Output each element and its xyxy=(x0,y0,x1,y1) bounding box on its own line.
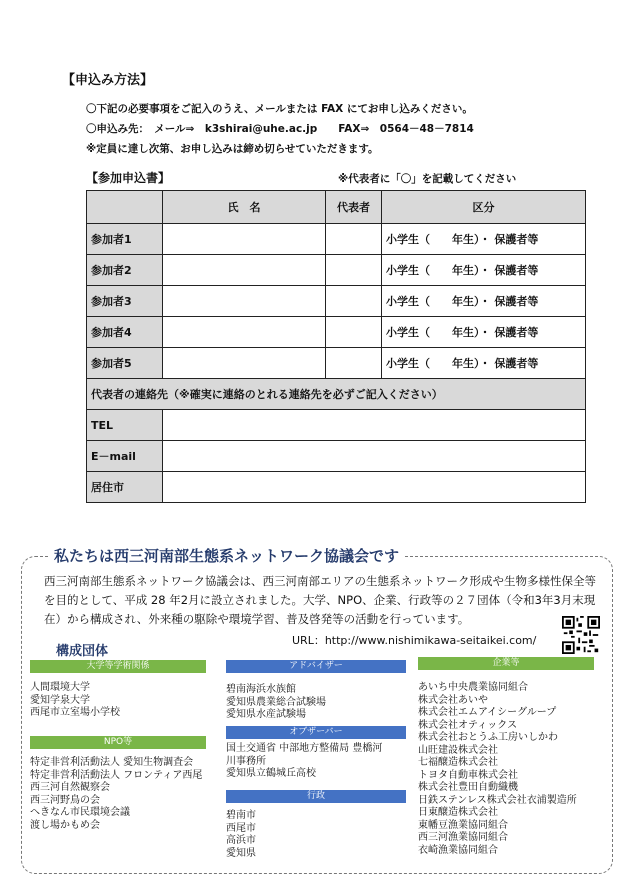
participant-label: 参加者5 xyxy=(87,348,163,379)
company-label: 企業等 xyxy=(418,657,594,670)
participant-label: 参加者4 xyxy=(87,317,163,348)
list-item: 愛知県 xyxy=(226,847,256,859)
contact-heading: 代表者の連絡先（※確実に連絡のとれる連絡先を必ずご記入ください） xyxy=(87,379,586,410)
list-item: 株式会社おとうふ工房いしかわ xyxy=(418,732,558,743)
list-item: 株式会社豊田自動織機 xyxy=(418,782,518,793)
list-item: 碧南市 xyxy=(226,810,256,821)
participant-rep-field[interactable] xyxy=(326,224,382,255)
network-title: 私たちは西三河南部生態系ネットワーク協議会です xyxy=(48,545,405,566)
npo-list xyxy=(30,757,202,832)
list-item: 西三河野鳥の会 xyxy=(30,794,100,806)
tel-field[interactable] xyxy=(163,410,586,441)
government-list xyxy=(226,810,256,860)
company-list xyxy=(418,682,577,857)
participant-label: 参加者2 xyxy=(87,255,163,286)
address-row xyxy=(87,472,586,503)
tel-row xyxy=(87,410,586,441)
participant-label: 参加者3 xyxy=(87,286,163,317)
list-item: 衣崎漁業協同組合 xyxy=(418,844,498,856)
method-line-1: 〇下記の必要事項をご記入のうえ、メールまたは FAX にてお申し込みください。 xyxy=(86,103,473,115)
list-item: 七福醸造株式会社 xyxy=(418,757,498,768)
list-item: へきなん市民環境会議 xyxy=(30,807,130,818)
list-item: 愛知県水産試験場 xyxy=(226,709,306,720)
list-item: 西三河漁業協同組合 xyxy=(418,832,508,843)
network-url[interactable]: URL：http://www.nishimikawa-seitaikei.com/ xyxy=(292,634,537,647)
observer-label: オブザーバー xyxy=(226,726,406,739)
participant-category[interactable]: 小学生（ 年生）・ 保護者等 xyxy=(382,224,586,255)
address-label: 居住市 xyxy=(87,472,163,503)
method-heading: 【申込み方法】 xyxy=(62,73,154,88)
header-representative: 代表者 xyxy=(326,191,382,224)
list-item: 特定非営利活動法人 愛知生物調査会 xyxy=(30,757,194,768)
participant-name-field[interactable] xyxy=(163,348,326,379)
list-item: 愛知学泉大学 xyxy=(30,694,90,706)
email-row xyxy=(87,441,586,472)
list-item: 愛知県農業総合試験場 xyxy=(226,696,326,708)
participant-rep-field[interactable] xyxy=(326,317,382,348)
header-category: 区分 xyxy=(382,191,586,224)
form-note: ※代表者に「〇」を記載してください xyxy=(338,173,517,185)
npo-label: NPO等 xyxy=(30,736,206,749)
list-item: 西尾市立室場小学校 xyxy=(30,707,120,718)
qr-code-icon xyxy=(562,616,600,654)
participant-label: 参加者1 xyxy=(87,224,163,255)
participant-name-field[interactable] xyxy=(163,255,326,286)
list-item: 株式会社あいや xyxy=(418,694,488,706)
observer-list xyxy=(226,743,382,781)
contact-heading-row xyxy=(87,379,586,410)
university-label: 大学等学術関係 xyxy=(30,660,206,673)
org-heading: 構成団体 xyxy=(56,644,109,659)
network-intro: 西三河南部生態系ネットワーク協議会は、西三河南部エリアの生態系ネットワーク形成や生物多様性保全等を目的として、平成 28 年2月に設立されました。大学、NPO、企業、行政等の２７団体（令和3年3月末現在）から構成され、外来種の駆除や環境学習、普及啓発等の活動を行っています。 xyxy=(44,574,596,626)
email-label: E－mail xyxy=(87,441,163,472)
participant-rep-field[interactable] xyxy=(326,286,382,317)
table-row xyxy=(87,317,586,348)
participant-category[interactable]: 小学生（ 年生）・ 保護者等 xyxy=(382,286,586,317)
list-item: 高浜市 xyxy=(226,835,256,846)
participant-name-field[interactable] xyxy=(163,224,326,255)
address-field[interactable] xyxy=(163,472,586,503)
list-item: 日鉄ステンレス株式会社衣浦製造所 xyxy=(418,794,577,806)
table-row xyxy=(87,255,586,286)
list-item: 国土交通省 中部地方整備局 豊橋河 xyxy=(226,743,383,754)
header-blank xyxy=(87,191,163,224)
list-item: 日東醸造株式会社 xyxy=(418,807,498,818)
tel-label: TEL xyxy=(87,410,163,441)
list-item: 株式会社エムアイシーグループ xyxy=(418,707,557,718)
participant-category[interactable]: 小学生（ 年生）・ 保護者等 xyxy=(382,255,586,286)
list-item: あいち中央農業協同組合 xyxy=(418,682,528,693)
table-header-row xyxy=(87,191,586,224)
list-item: トヨタ自動車株式会社 xyxy=(418,769,518,781)
participant-name-field[interactable] xyxy=(163,286,326,317)
method-line-2: 〇申込み先： メール⇒ k3shirai@uhe.ac.jp FAX⇒ 0564－48－7814 xyxy=(86,123,474,135)
table-row xyxy=(87,286,586,317)
list-item: 川事務所 xyxy=(226,755,266,767)
list-item: 渡し場かもめ会 xyxy=(30,819,100,831)
government-label: 行政 xyxy=(226,790,406,803)
list-item: 人間環境大学 xyxy=(30,682,90,693)
application-form-table xyxy=(86,190,586,503)
participant-category[interactable]: 小学生（ 年生）・ 保護者等 xyxy=(382,317,586,348)
university-list xyxy=(30,682,120,720)
participant-name-field[interactable] xyxy=(163,317,326,348)
list-item: 西尾市 xyxy=(226,822,256,834)
table-row xyxy=(87,224,586,255)
email-field[interactable] xyxy=(163,441,586,472)
list-item: 山旺建設株式会社 xyxy=(418,744,498,756)
advisor-list xyxy=(226,684,326,722)
list-item: 株式会社オティックス xyxy=(418,719,518,731)
list-item: 東幡豆漁業協同組合 xyxy=(418,819,508,831)
participant-rep-field[interactable] xyxy=(326,255,382,286)
participant-rep-field[interactable] xyxy=(326,348,382,379)
form-heading: 【参加申込書】 xyxy=(86,171,171,185)
header-name: 氏 名 xyxy=(163,191,326,224)
table-row xyxy=(87,348,586,379)
list-item: 特定非営利活動法人 フロンティア西尾 xyxy=(30,769,203,781)
method-line-3: ※定員に達し次第、お申し込みは締め切らせていただきます。 xyxy=(86,143,379,155)
list-item: 西三河自然観察会 xyxy=(30,782,110,793)
advisor-label: アドバイザー xyxy=(226,660,406,673)
participant-category[interactable]: 小学生（ 年生）・ 保護者等 xyxy=(382,348,586,379)
list-item: 愛知県立鶴城丘高校 xyxy=(226,768,316,779)
list-item: 碧南海浜水族館 xyxy=(226,684,296,695)
